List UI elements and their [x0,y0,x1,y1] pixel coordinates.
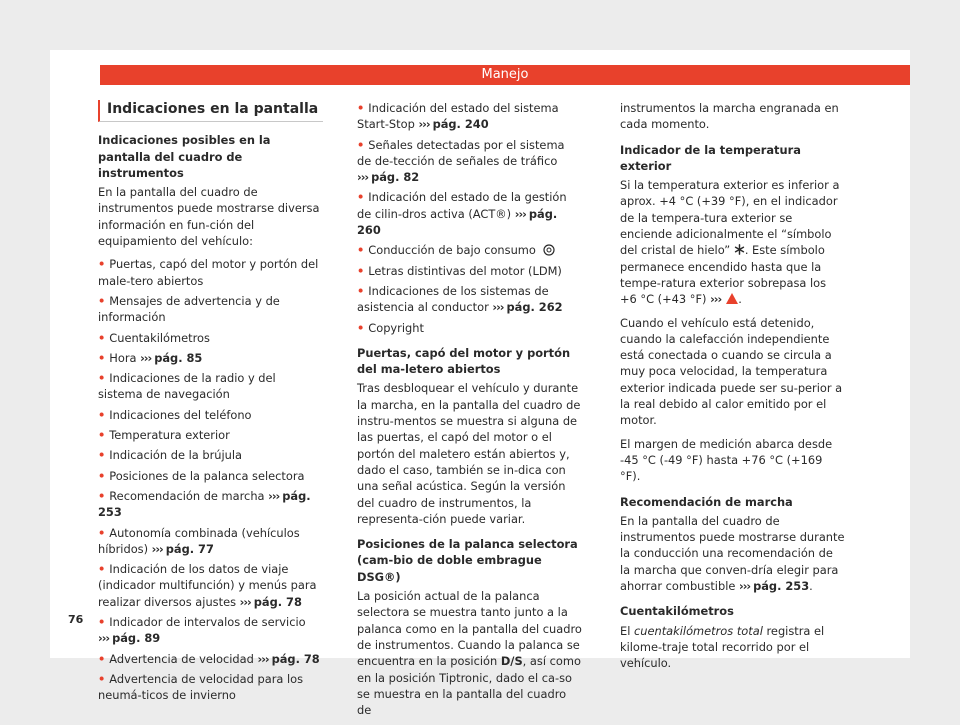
list-item: • Autonomía combinada (vehículos híbridos) ››› pág. 77 [98,525,323,558]
list-item: • Indicaciones de la radio y del sistema de navegación [98,370,323,403]
list-item: • Letras distintivas del motor (LDM) [357,263,582,279]
paragraph: Tras desbloquear el vehículo y durante la marcha, en la pantalla del cuadro de instru-mentos se muestra si alguna de las puertas, el capó del motor o el portón del maletero están abiertos y, dado el caso, también se in-dica con una señal acústica. Según la versión del cuadro de instrumentos, la representa-ción puede variar. [357,381,581,526]
list-item: • Indicaciones del teléfono [98,407,323,423]
page-reference[interactable]: pág. 253 [98,488,311,520]
list-item: • Indicación del estado del sistema Start-Stop ››› pág. 240 [357,100,582,133]
list-item: • Indicación del estado de la gestión de cilin-dros activa (ACT®) ››› pág. 260 [357,189,582,238]
gear-position: D/S [500,654,523,669]
list-item: • Recomendación de marcha ››› pág. 253 [98,488,323,521]
list-item: • Advertencia de velocidad para los neumá-ticos de invierno [98,671,323,704]
list-item: • Hora ››› pág. 85 [98,350,323,366]
list-item: • Advertencia de velocidad ››› pág. 78 [98,651,323,667]
page-number: 76 [68,613,84,626]
paragraph: El cuentakilómetros total registra el kilome-traje total recorrido por el vehículo. [620,623,825,671]
list-item: • Cuentakilómetros [98,330,323,346]
chapter-header: Manejo [100,65,910,85]
list-item: • Puertas, capó del motor y portón del male-tero abiertos [98,256,323,289]
paragraph: Cuando el vehículo está detenido, cuando la calefacción independiente está conectada o cuando se circula a muy poca velocidad, la temperatura exterior indicada puede ser su-perior a la real debido al calor emitido por el motor. [620,315,843,428]
list-item: • Posiciones de la palanca selectora [98,468,323,484]
list-item: • Mensajes de advertencia y de información [98,293,323,326]
manual-page [50,50,910,718]
list-item: • Indicación de los datos de viaje (indicador multifunción) y menús para realizar diversos ajustes ››› pág. 78 [98,561,323,610]
list-item: • Indicador de intervalos de servicio ››› pág. 89 [98,614,323,647]
intro-paragraph: En la pantalla del cuadro de instrumentos puede mostrarse diversa información en fun-ción del equipamiento del vehículo: [98,185,320,249]
page-reference[interactable]: pág. 82 [371,170,420,185]
list-item: • Indicaciones de los sistemas de asistencia al conductor ››› pág. 262 [357,283,582,316]
list-item: • Indicación de la brújula [98,447,323,463]
page-reference[interactable]: pág. 77 [165,541,214,556]
heading-indicaciones-posibles: Indicaciones posibles en la pantalla del cuadro de instrumentos [98,133,271,180]
page-reference[interactable]: pág. 89 [112,631,161,646]
paragraph: En la pantalla del cuadro de instrumentos puede mostrarse durante la conducción una recomendación de la marcha que conven-dría elegir para ahorrar combustible ››› pág. 253. [620,513,845,594]
warning-icon[interactable] [726,293,738,304]
eco-icon [543,244,555,256]
list-item: • Copyright [357,320,582,336]
paragraph: La posición actual de la palanca selectora se muestra tanto junto a la palanca como en la pantalla del cuadro de instrumentos. Cuando la palanca se encuentra en la posición D/S, así como en la posición Tiptronic, dado el ca-so se muestra en la pantalla del cuadro de [357,589,582,718]
paragraph: instrumentos la marcha engranada en cada momento. [620,101,839,132]
list-item: • Conducción de bajo consumo [357,242,582,258]
paragraph: Si la temperatura exterior es inferior a aprox. +4 °C (+39 °F), en el indicador de la tempera-tura exterior se enciende adicionalmente el “símbolo del cristal de hielo” . Este símbolo permanece encendido hasta que la tempe-ratura exterior sobrepasa los +6 °C (+43 °F) ››› . [620,178,840,307]
column-1 [98,100,323,708]
page-reference[interactable]: pág. 262 [506,300,563,315]
list-item: • Temperatura exterior [98,427,323,443]
page-reference[interactable]: pág. 240 [432,117,489,132]
heading-recomendacion: Recomendación de marcha [620,494,793,509]
heading-cuentakilometros: Cuentakilómetros [620,604,734,619]
page-reference[interactable]: pág. 78 [271,651,320,666]
column-3 [620,100,845,679]
list-item: • Señales detectadas por el sistema de de-tección de señales de tráfico ››› pág. 82 [357,137,582,186]
page-reference[interactable]: pág. 260 [357,206,558,238]
section-title: Indicaciones en la pantalla [98,100,323,122]
heading-puertas: Puertas, capó del motor y portón del ma-letero abiertos [357,345,571,377]
heading-palanca-selectora: Posiciones de la palanca selectora (cam-bio de doble embrague DSG®) [357,537,578,584]
column-2 [357,100,582,725]
snowflake-icon [734,244,745,255]
paragraph: El margen de medición abarca desde -45 °C (-49 °F) hasta +76 °C (+169 °F). [620,436,833,484]
page-reference[interactable]: pág. 78 [253,594,302,609]
page-reference[interactable]: pág. 85 [154,350,203,365]
page-reference[interactable]: pág. 253 [753,579,810,594]
heading-temperatura: Indicador de la temperatura exterior [620,142,801,173]
